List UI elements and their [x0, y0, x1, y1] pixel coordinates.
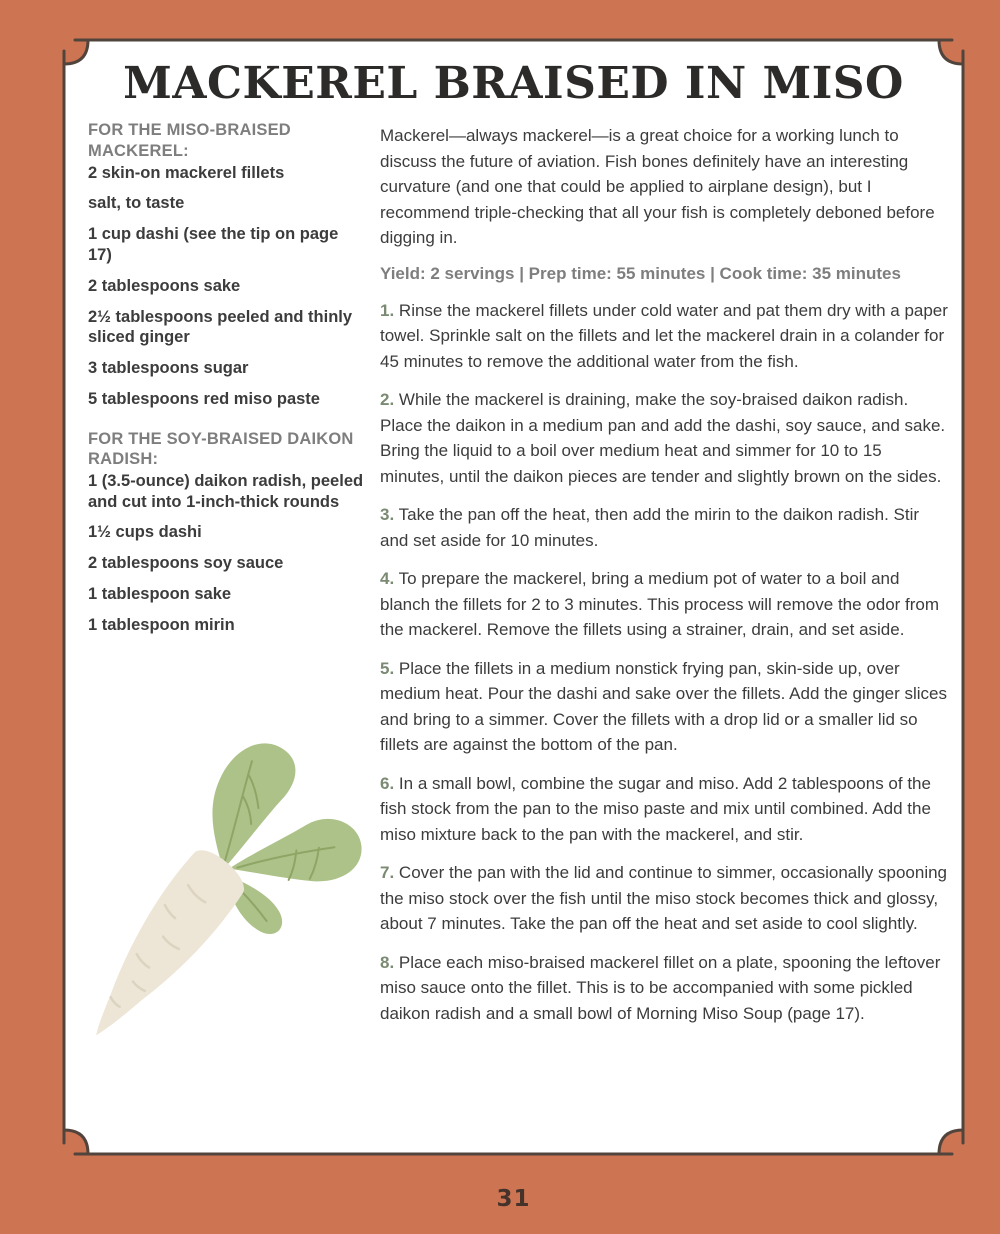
recipe-panel	[62, 38, 965, 1156]
intro-paragraph: Mackerel—always mackerel—is a great choice for a working lunch to discuss the future of aviation. Fish bones definitely have an interesting curvature (and one that could be applied to airplane design), but I recommend triple-checking that all your fish is completely deboned before digging in.	[380, 126, 935, 248]
step-item	[380, 298, 950, 375]
method-column	[380, 120, 950, 1039]
step-text: Place each miso-braised mackerel fillet on a plate, spooning the leftover miso sauce onto the fillet. This is to be accompanied with some pickled daikon radish and a small bowl of Morning Miso Soup (page 17).	[380, 952, 941, 1023]
step-number: 6.	[380, 773, 395, 793]
ingredient-item: 1½ cups dashi	[88, 523, 202, 542]
ingredient-item: 2 tablespoons sake	[88, 276, 241, 295]
step-text: To prepare the mackerel, bring a medium pot of water to a boil and blanch the fillets for 2 to 3 minutes. This process will remove the odor from the mackerel. Remove the fillets using a strainer, drain, and set aside.	[380, 569, 940, 640]
daikon-root	[82, 842, 253, 1053]
step-text: In a small bowl, combine the sugar and miso. Add 2 tablespoons of the fish stock from the pan to the miso paste and mix until combined. Add the miso mixture back to the pan with the mackerel, and stir.	[380, 773, 931, 844]
ingredients-section-daikon	[88, 429, 366, 636]
step-number: 8.	[380, 952, 395, 972]
ingredient-item: 5 tablespoons red miso paste	[88, 389, 320, 408]
step-number: 4.	[380, 569, 395, 589]
step-text: Place the fillets in a medium nonstick frying pan, skin-side up, over medium heat. Pour the dashi and sake over the fillets. Add the ginger slices and bring to a simmer. Cover the fillets with a drop lid or a smaller lid so fillets are against the bottom of the pan.	[380, 658, 947, 755]
ingredient-item: 1 (3.5-ounce) daikon radish, peeled and cut into 1-inch-thick rounds	[88, 471, 364, 511]
ingredient-item: 1 tablespoon sake	[88, 585, 232, 604]
ingredient-item: 3 tablespoons sugar	[88, 359, 249, 378]
ingredient-item: salt, to taste	[88, 194, 185, 213]
step-item	[380, 656, 950, 758]
recipe-content	[62, 38, 965, 1156]
ingredient-list	[88, 471, 366, 636]
step-item	[380, 860, 950, 937]
step-item	[380, 950, 950, 1027]
daikon-radish-illustration	[82, 736, 382, 1076]
recipe-meta-line: Yield: 2 servings | Prep time: 55 minutes | Cook time: 35 minutes	[380, 263, 901, 283]
ingredient-item: 1 cup dashi (see the tip on page 17)	[88, 225, 339, 264]
step-item	[380, 566, 950, 643]
step-number: 3.	[380, 505, 395, 525]
step-item	[380, 502, 950, 553]
step-text: Take the pan off the heat, then add the mirin to the daikon radish. Stir and set aside for 10 minutes.	[380, 505, 920, 550]
step-item	[380, 771, 950, 848]
step-number: 1.	[380, 300, 395, 320]
step-text: While the mackerel is draining, make the soy-braised daikon radish. Place the daikon in a medium pan and add the dashi, soy sauce, and sake. Bring the liquid to a boil over medium heat and simmer for 10 to 15 minutes, until the daikon pieces are tender and slightly brown on the sides.	[380, 390, 946, 486]
step-text: Rinse the mackerel fillets under cold water and pat them dry with a paper towel. Sprinkle salt on the fillets and let the mackerel drain in a colander for 45 minutes to remove the additional water from the fish.	[380, 300, 948, 371]
ingredient-list	[88, 163, 366, 410]
step-text: Cover the pan with the lid and continue to simmer, occasionally spooning the miso stock over the fish until the miso stock becomes thick and glossy, about 7 minutes. Take the pan off the heat and set aside to cool slightly.	[380, 863, 948, 934]
step-number: 5.	[380, 658, 395, 678]
recipe-title: MACKEREL BRAISED IN MISO	[123, 58, 904, 109]
ingredient-item: 2 tablespoons soy sauce	[88, 554, 284, 573]
page-number: 31	[496, 1186, 531, 1212]
ingredient-item: 2½ tablespoons peeled and thinly sliced ginger	[88, 307, 353, 347]
ingredient-item: 1 tablespoon mirin	[88, 615, 235, 634]
section-heading: FOR THE MISO-BRAISED MACKEREL:	[88, 121, 291, 160]
ingredient-item: 2 skin-on mackerel fillets	[88, 163, 285, 182]
step-item	[380, 387, 950, 489]
ingredients-section-mackerel	[88, 120, 366, 409]
step-number: 2.	[380, 390, 395, 410]
step-number: 7.	[380, 863, 395, 883]
section-heading: FOR THE SOY-BRAISED DAIKON RADISH:	[88, 429, 354, 468]
